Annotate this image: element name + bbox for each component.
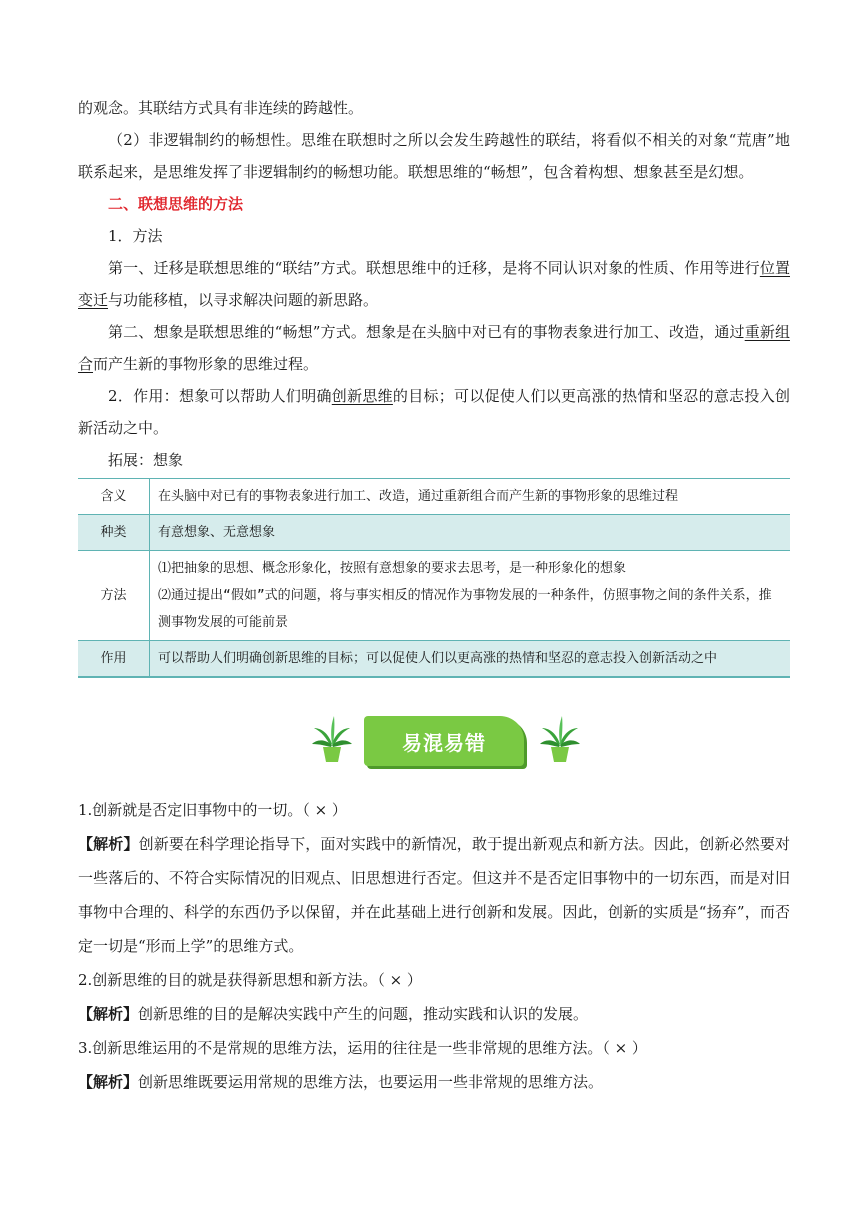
section-banner — [0, 712, 860, 772]
plant-icon — [540, 714, 580, 764]
subheading-method: 1．方法 — [108, 227, 163, 245]
table-key: 方法 — [78, 551, 150, 641]
question-text: 1.创新就是否定旧事物中的一切。（ × ） — [78, 801, 347, 819]
extension-label: 拓展：想象 — [108, 451, 184, 469]
paragraph-imagination: 第二、想象是联想思维的“畅想”方式。想象是在头脑中对已有的事物表象进行加工、改造，通过重新组合而产生新的事物形象的思维过程。 — [78, 323, 790, 373]
analysis-text: 【解析】创新要在科学理论指导下，面对实践中的新情况，敢于提出新观点和新方法。因此，创新必然要对一些落后的、不符合实际情况的旧观点、旧思想进行否定。但这并不是否定旧事物中的一切东西，而是对旧事物中合理的、科学的东西仍予以保留，并在此基础上进行创新和发展。因此，创新的实质是“扬弃”，而否定一切是“形而上学”的思维方式。 — [78, 835, 790, 955]
banner-box — [364, 716, 524, 766]
paragraph-function: 2．作用：想象可以帮助人们明确创新思维的目标；可以促使人们以更高涨的热情和坚忍的意志投入创新活动之中。 — [78, 387, 790, 437]
qa-section — [78, 793, 790, 1099]
question-text: 2.创新思维的目的就是获得新思想和新方法。（ × ） — [78, 971, 422, 989]
table-value: 可以帮助人们明确创新思维的目标；可以促使人们以更高涨的热情和坚忍的意志投入创新活动之中 — [158, 651, 718, 666]
table-row — [78, 551, 790, 641]
imagination-table — [78, 478, 790, 678]
paragraph-transfer: 第一、迁移是联想思维的“联结”方式。联想思维中的迁移，是将不同认识对象的性质、作用等进行位置变迁与功能移植，以寻求解决问题的新思路。 — [78, 259, 790, 309]
table-row — [78, 515, 790, 551]
analysis-tag: 【解析】 — [78, 835, 139, 853]
table-value: ⑴把抽象的思想、概念形象化，按照有意想象的要求去思考，是一种形象化的想象 ⑵通过提出“假如”式的问题，将与事实相反的情况作为事物发展的一种条件，仿照事物之间的条件关系，推测事物发展的可能前景 — [158, 561, 772, 630]
table-key: 含义 — [78, 479, 150, 515]
table-value: 有意想象、无意想象 — [158, 525, 276, 540]
table-key: 作用 — [78, 641, 150, 678]
analysis-tag: 【解析】 — [78, 1073, 139, 1091]
underlined-term: 重新组合 — [78, 323, 790, 373]
paragraph-line1: 的观念。其联结方式具有非连续的跨越性。 — [78, 99, 364, 117]
plant-icon — [312, 714, 352, 764]
analysis-text: 【解析】创新思维既要运用常规的思维方法，也要运用一些非常规的思维方法。 — [78, 1073, 604, 1091]
banner-title: 易混易错 — [402, 730, 486, 755]
analysis-tag: 【解析】 — [78, 1005, 139, 1023]
table-row — [78, 479, 790, 515]
paragraph-nonlogic: （2）非逻辑制约的畅想性。思维在联想时之所以会发生跨越性的联结，将看似不相关的对象“荒唐”地联系起来，是思维发挥了非逻辑制约的畅想功能。联想思维的“畅想”，包含着构想、想象甚至是幻想。 — [78, 131, 790, 181]
analysis-text: 【解析】创新思维的目的是解决实践中产生的问题，推动实践和认识的发展。 — [78, 1005, 589, 1023]
table-row — [78, 641, 790, 678]
main-content — [78, 92, 790, 678]
table-key: 种类 — [78, 515, 150, 551]
underlined-term: 位置变迁 — [78, 259, 790, 309]
section-heading: 二、联想思维的方法 — [108, 195, 244, 213]
underlined-term: 创新思维 — [331, 387, 393, 405]
table-value: 在头脑中对已有的事物表象进行加工、改造，通过重新组合而产生新的事物形象的思维过程 — [158, 489, 679, 504]
question-text: 3.创新思维运用的不是常规的思维方法，运用的往往是一些非常规的思维方法。（ × ） — [78, 1039, 647, 1057]
